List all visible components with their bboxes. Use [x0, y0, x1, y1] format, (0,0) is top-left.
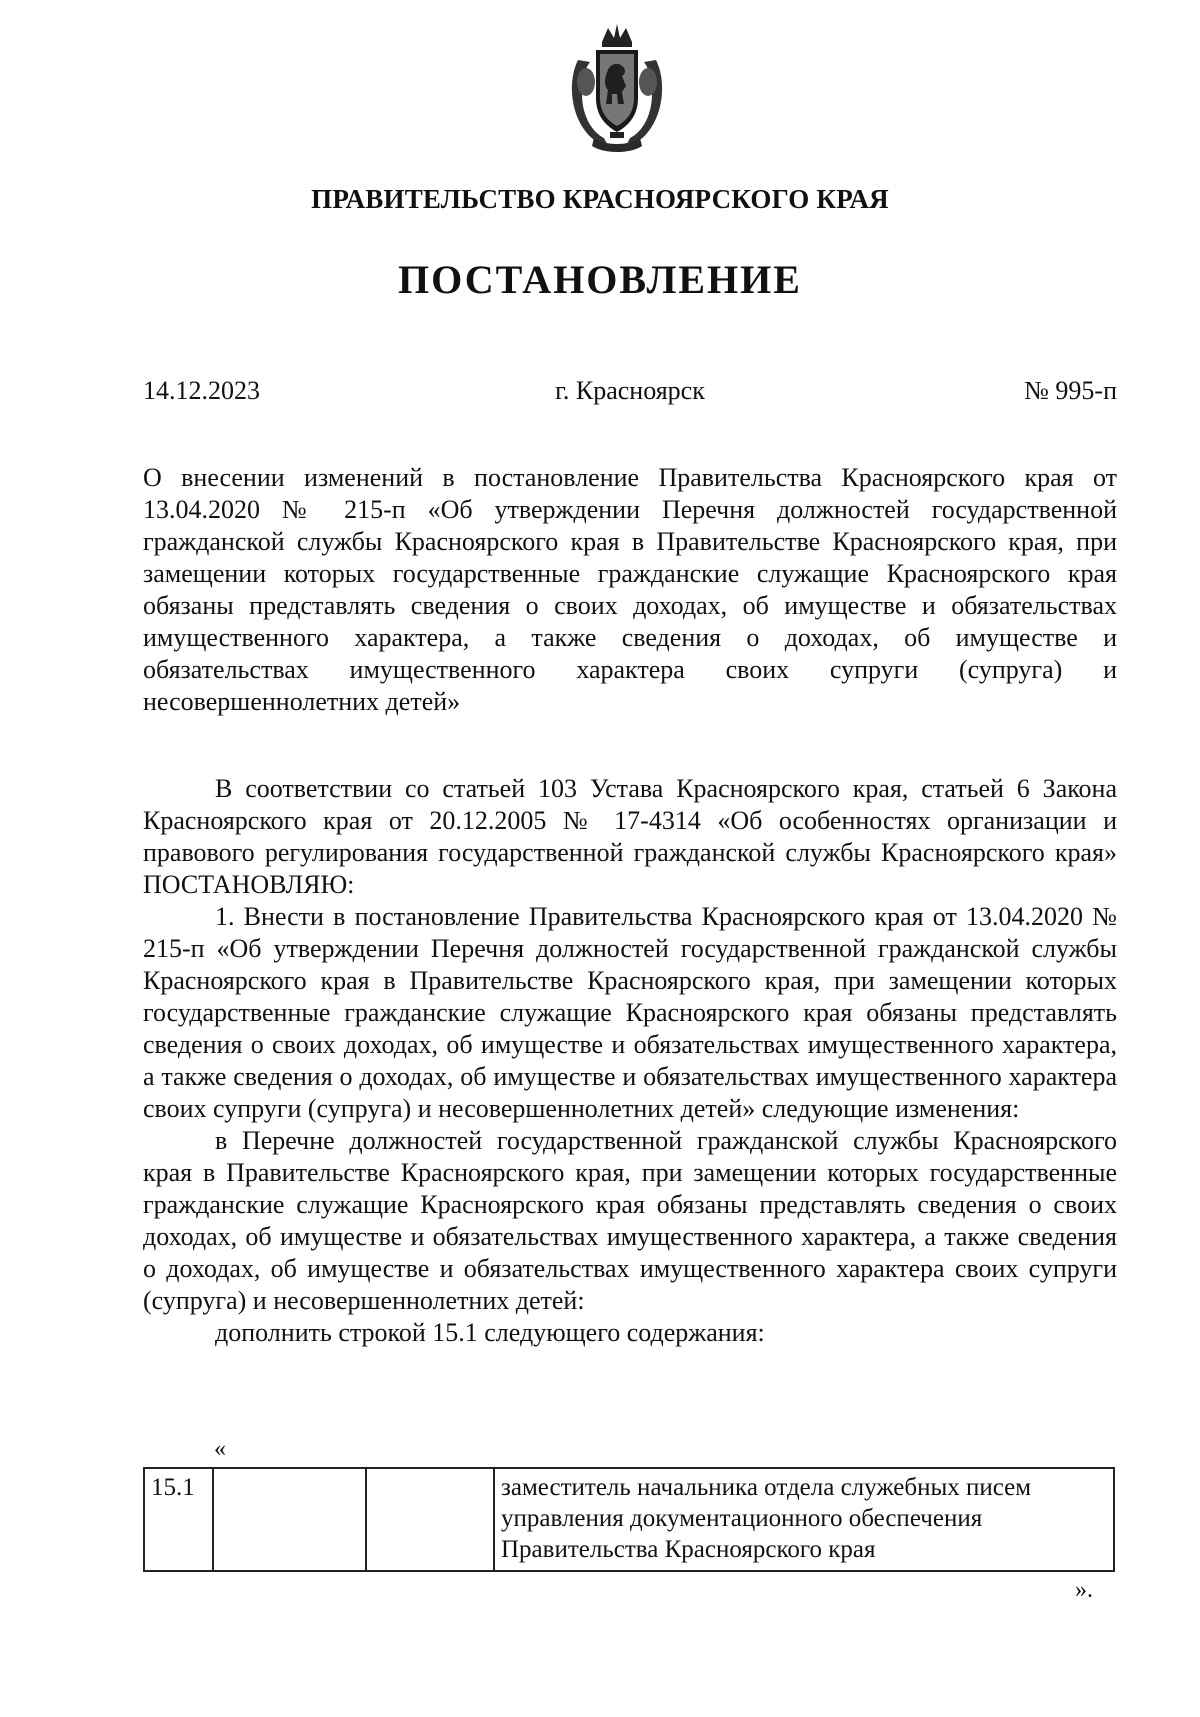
- position-title-cell: заместитель начальника отдела служебных писем управления документационного обеспечения Правительства Красноярского края: [494, 1468, 1114, 1571]
- document-meta: [143, 376, 1117, 410]
- inserted-row-table: [143, 1467, 1115, 1572]
- item-1-paragraph: 1. Внести в постановление Правительства Красноярского края от 13.04.2020 № 215-п «Об утверждении Перечня должностей государственной гражданской службы Красноярского края в Правительстве Красноярского края, при замещении которых государственные гражданские служащие Красноярского края обязаны представлять сведения о своих доходах, об имуществе и обязательствах имущественного характера, а также сведения о доходах, об имуществе и обязательствах имущественного характера своих супруги (супруга) и несовершеннолетних детей» следующие изменения:: [143, 902, 1117, 1123]
- empty-cell-2: [213, 1468, 366, 1571]
- add-row-intro: дополнить строкой 15.1 следующего содержания:: [215, 1318, 765, 1347]
- empty-cell-3: [366, 1468, 494, 1571]
- document-title: [143, 462, 1117, 718]
- opening-quote: «: [214, 1436, 226, 1462]
- title-text: О внесении изменений в постановление Правительства Красноярского края от 13.04.2020 № 215-п «Об утверждении Перечня должностей государственной гражданской службы Красноярского края в Правительстве Красноярского края, при замещении которых государственные гражданские служащие Красноярского края обязаны представлять сведения о своих доходах, об имуществе и обязательствах имущественного характера, а также сведения о доходах, об имуществе и обязательствах имущественного характера своих супруги (супруга) и несовершеннолетних детей»: [143, 463, 1117, 716]
- preamble-paragraph: В соответствии со статьей 103 Устава Красноярского края, статьей 6 Закона Красноярского края от 20.12.2005 № 17-4314 «Об особенностях организации и правового регулирования государственной гражданской службы Красноярского края» ПОСТАНОВЛЯЮ:: [143, 774, 1117, 899]
- closing-quote: ».: [1075, 1577, 1093, 1603]
- document-number: № 995-п: [1024, 376, 1117, 405]
- document-city: г. Красноярск: [555, 376, 705, 405]
- coat-of-arms-icon: [564, 20, 670, 156]
- document-type: ПОСТАНОВЛЕНИЕ: [398, 257, 802, 302]
- row-number-cell: 15.1: [144, 1468, 213, 1571]
- document-body: [143, 773, 1117, 1349]
- document-date: 14.12.2023: [143, 376, 260, 405]
- authority-name: ПРАВИТЕЛЬСТВО КРАСНОЯРСКОГО КРАЯ: [311, 184, 889, 214]
- list-paragraph: в Перечне должностей государственной гражданской службы Красноярского края в Правительстве Красноярского края, при замещении которых государственные гражданские служащие Красноярского края обязаны представлять сведения о своих доходах, об имуществе и обязательствах имущественного характера, а также сведения о доходах, об имуществе и обязательствах имущественного характера своих супруги (супруга) и несовершеннолетних детей:: [143, 1126, 1117, 1315]
- table-row: [144, 1468, 1114, 1571]
